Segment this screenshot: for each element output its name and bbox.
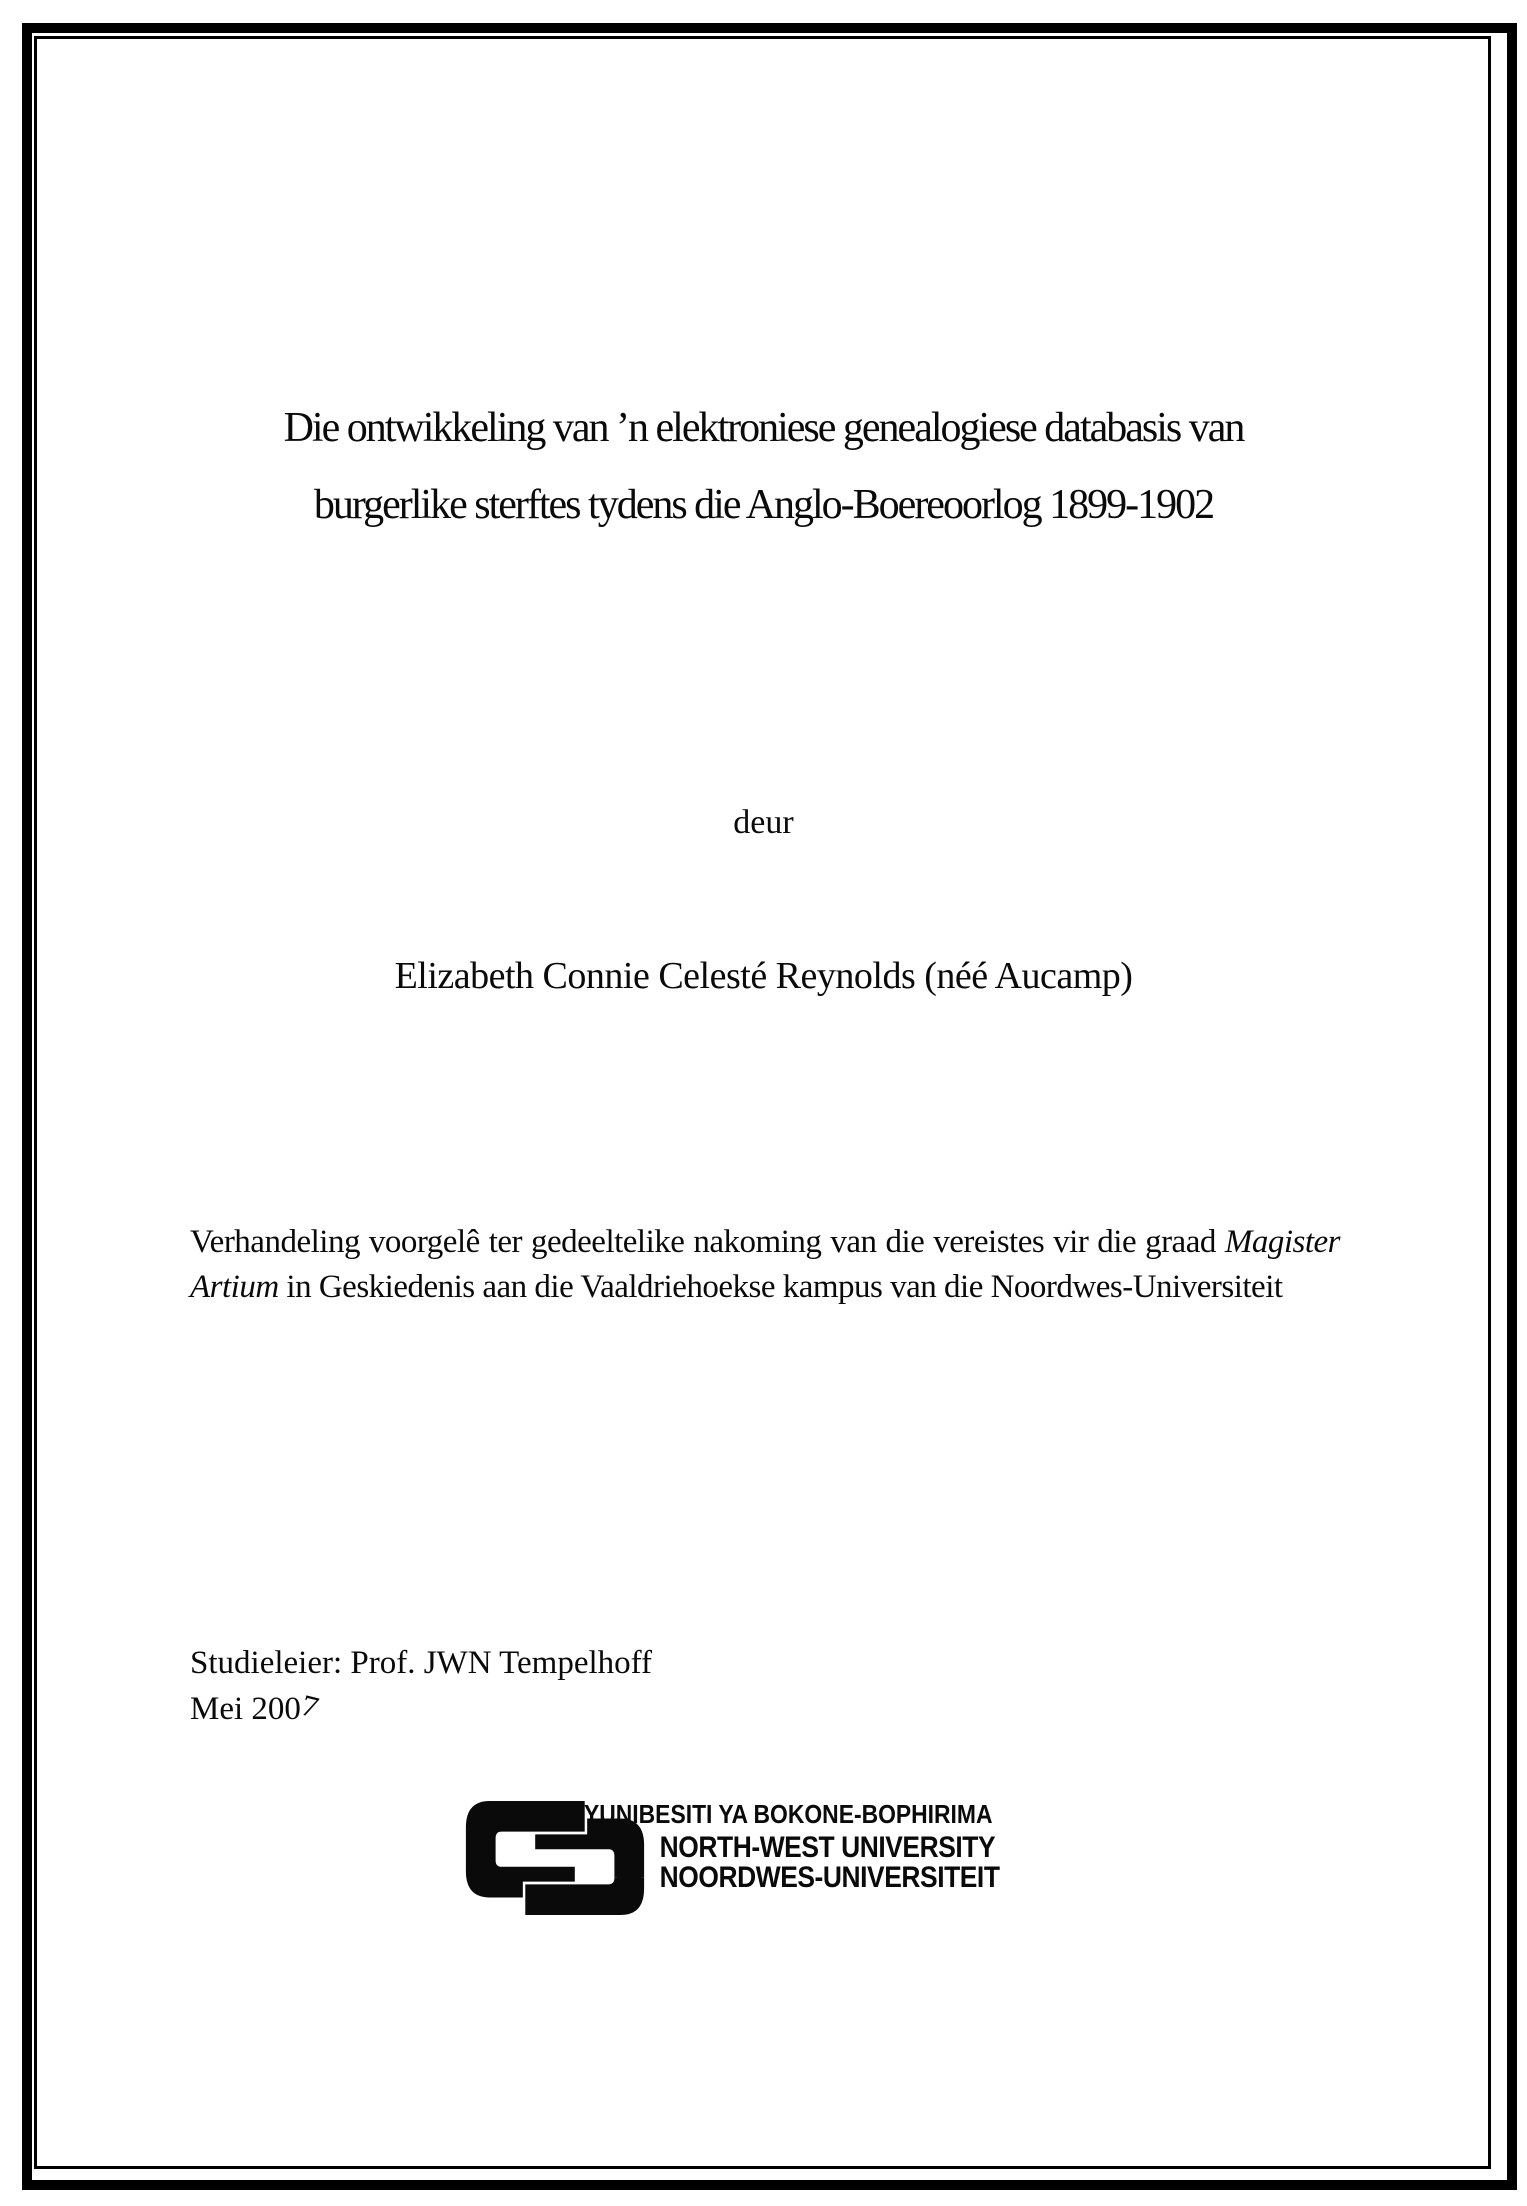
date-line: [190, 1686, 652, 1732]
byline: deur: [733, 804, 794, 841]
university-name-setswana: YUNIBESITI YA BOKONE-BOPHIRIMA: [584, 1799, 993, 1829]
supervisor-line: Studieleier: Prof. JWN Tempelhoff: [190, 1645, 653, 1681]
thesis-title-line-2: burgerlike sterftes tydens die Anglo-Boereoorlog 1899-1902: [313, 482, 1214, 528]
date-prefix: Mei 200: [190, 1691, 301, 1727]
university-name-english: NORTH-WEST UNIVERSITY: [659, 1831, 996, 1864]
supervisor-and-date: [190, 1640, 652, 1732]
author-name: Elizabeth Connie Celesté Reynolds (néé Aucamp): [394, 955, 1133, 997]
degree-name-italic: Magister Artium: [190, 1224, 1340, 1305]
university-name-afrikaans: NOORDWES-UNIVERSITEIT: [659, 1861, 1000, 1894]
university-wordmark: [584, 1796, 1000, 1893]
thesis-title-line-1: Die ontwikkeling van ’n elektroniese genealogiese databasis van: [283, 405, 1244, 451]
degree-statement: [190, 1220, 1340, 1310]
degree-statement-pre: Verhandeling voorgelê ter gedeeltelike nakoming van die vereistes vir die graad: [190, 1224, 1225, 1260]
degree-statement-post: in Geskiedenis aan die Vaaldriehoekse kampus van die Noordwes-Universiteit: [278, 1269, 1283, 1305]
date-last-digit: 7: [297, 1689, 322, 1726]
